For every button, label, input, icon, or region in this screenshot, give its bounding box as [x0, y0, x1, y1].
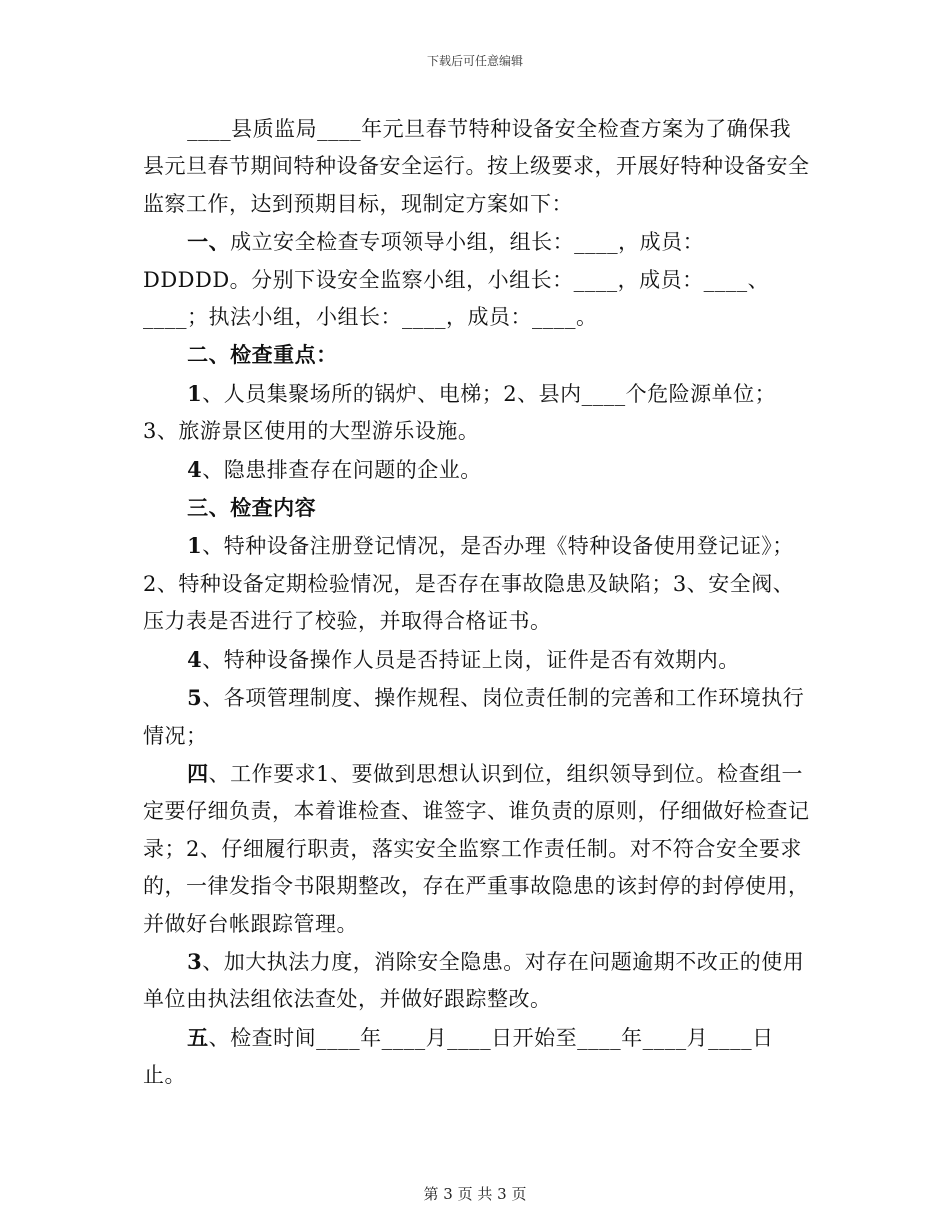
paragraph-section-4	[143, 755, 811, 943]
paragraph-text: 、加大执法力度，消除安全隐患。对存在问题逾期不改正的使用单位由执法组依法查处，并做好跟踪整改。	[143, 949, 805, 1012]
paragraph-text: 、隐患排查存在问题的企业。	[202, 457, 482, 482]
paragraph-heading: 三、检查内容	[187, 495, 317, 521]
paragraph-text: 、特种设备注册登记情况，是否办理《特种设备使用登记证》；2、特种设备定期检验情况，是否存在事故隐患及缺陷；3、安全阀、压力表是否进行了校验，并取得合格证书。	[143, 534, 795, 634]
paragraph-text: 、人员集聚场所的锅炉、电梯；2、县内____个危险源单位；3、旅游景区使用的大型游乐设施。	[143, 381, 777, 444]
paragraph-heading: 4	[187, 646, 203, 672]
paragraph-heading: 一、	[187, 229, 231, 255]
paragraph-item	[143, 679, 811, 755]
paragraph-text: 、特种设备操作人员是否持证上岗，证件是否有效期内。	[202, 647, 740, 672]
paragraph-heading: 3	[187, 948, 203, 974]
paragraph-heading: 1	[187, 533, 203, 559]
paragraph-item	[143, 375, 811, 451]
paragraph-section-3	[143, 489, 811, 527]
page-footer: 第 3 页 共 3 页	[423, 1185, 527, 1203]
paragraph-section-1	[143, 223, 811, 336]
paragraph-item	[143, 451, 811, 489]
paragraph-text: 、工作要求1、要做到思想认识到位，组织领导到位。检查组一定要仔细负责，本着谁检查、谁签字、谁负责的原则，仔细做好检查记录；2、仔细履行职责，落实安全监察工作责任制。对不符合安全要求的，一律发指令书限期整改，存在严重事故隐患的该封停的封停使用，并做好台帐跟踪管理。	[143, 761, 810, 936]
page-header: 下载后可任意编辑	[426, 54, 523, 68]
paragraph-text: 、检查时间____年____月____日开始至____年____月____日止。	[143, 1025, 774, 1088]
paragraph-section-2	[143, 336, 811, 374]
paragraph-text: 、各项管理制度、操作规程、岗位责任制的完善和工作环境执行情况；	[143, 686, 805, 748]
paragraph-heading: 1	[187, 380, 203, 406]
paragraph-text: ____县质监局____年元旦春节特种设备安全检查方案为了确保我县元旦春节期间特种设备安全运行。按上级要求，开展好特种设备安全监察工作，达到预期目标，现制定方案如下：	[143, 117, 810, 216]
paragraph-item	[143, 943, 811, 1019]
paragraph-heading: 二、检查重点：	[187, 342, 338, 368]
paragraph-section-5	[143, 1019, 811, 1095]
paragraph-item	[143, 641, 811, 679]
document-body	[143, 111, 811, 1095]
paragraph-text: 成立安全检查专项领导小组，组长：____，成员：DDDDD。分别下设安全监察小组，小组长：____，成员：____、____；执法小组，小组长：____，成员：____。	[143, 230, 770, 330]
paragraph-heading: 4	[187, 456, 203, 482]
paragraph-heading: 5	[187, 685, 203, 711]
paragraph-heading: 四	[187, 760, 209, 786]
paragraph-heading: 五	[187, 1024, 209, 1050]
paragraph-item	[143, 527, 811, 640]
paragraph-intro	[143, 111, 811, 223]
